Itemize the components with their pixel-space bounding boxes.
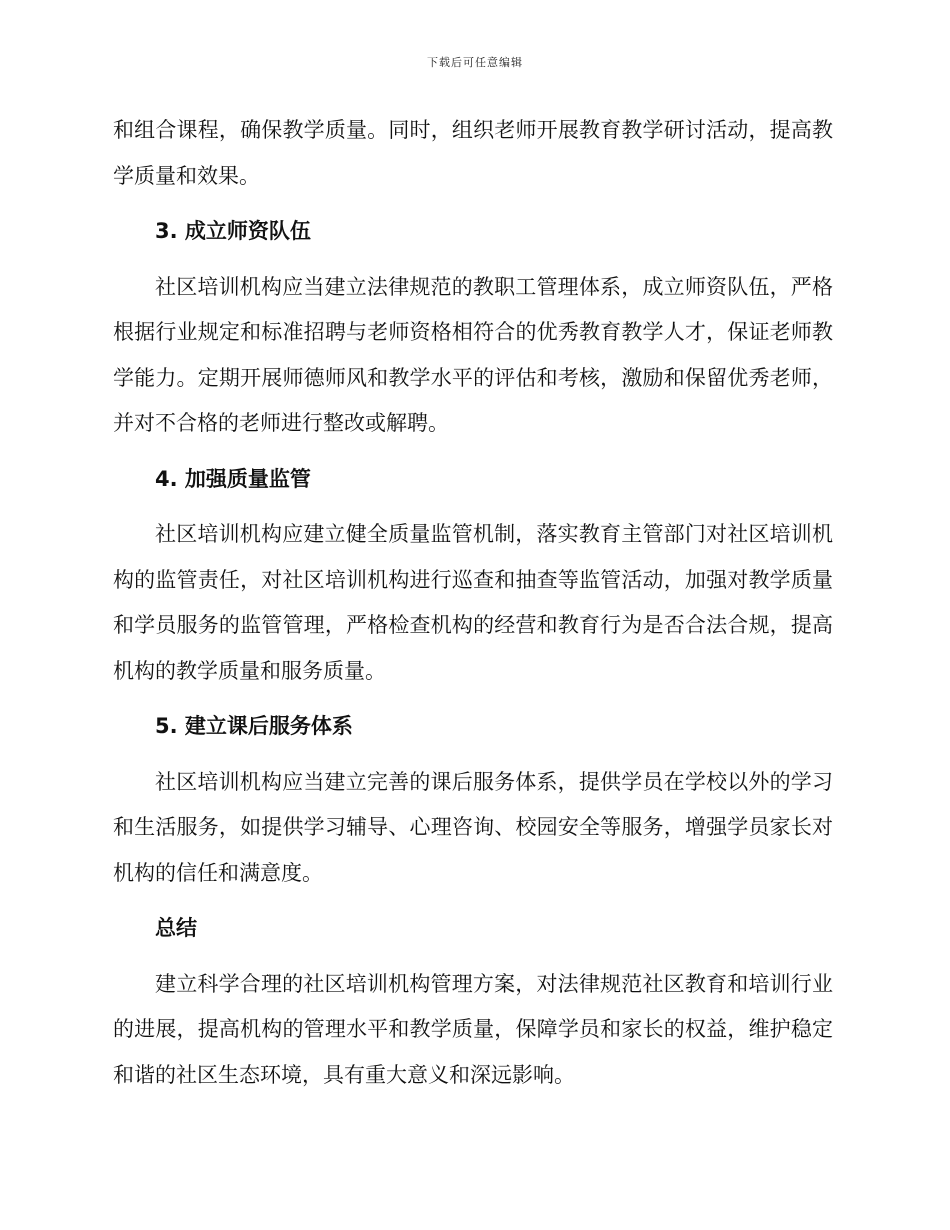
section-paragraph-quality-supervision: 社区培训机构应建立健全质量监管机制，落实教育主管部门对社区培训机构的监管责任，对社区培训机构进行巡查和抽查等监管活动，加强对教学质量和学员服务的监管管理，严格检查机构的经营和教育行为是否合法合规，提高机构的教学质量和服务质量。	[113, 522, 833, 683]
section-heading-quality-supervision: 4. 加强质量监管	[155, 466, 311, 491]
page-header-note: 下载后可任意编辑	[427, 56, 523, 69]
section-paragraph-teacher-team: 社区培训机构应当建立法律规范的教职工管理体系，成立师资队伍，严格根据行业规定和标准招聘与老师资格相符合的优秀教育教学人才，保证老师教学能力。定期开展师德师风和教学水平的评估和考核，激励和保留优秀老师，并对不合格的老师进行整改或解聘。	[113, 274, 833, 435]
section-heading-summary: 总结	[155, 916, 197, 940]
section-paragraph-summary: 建立科学合理的社区培训机构管理方案，对法律规范社区教育和培训行业的进展，提高机构的管理水平和教学质量，保障学员和家长的权益，维护稳定和谐的社区生态环境，具有重大意义和深远影响。	[113, 971, 833, 1087]
section-paragraph-after-school-service: 社区培训机构应当建立完善的课后服务体系，提供学员在学校以外的学习和生活服务，如提供学习辅导、心理咨询、校园安全等服务，增强学员家长对机构的信任和满意度。	[113, 769, 833, 885]
section-heading-after-school-service: 5. 建立课后服务体系	[155, 714, 353, 738]
intro-paragraph: 和组合课程，确保教学质量。同时，组织老师开展教育教学研讨活动，提高教学质量和效果。	[113, 118, 833, 188]
section-heading-teacher-team: 3. 成立师资队伍	[155, 219, 311, 243]
document-body	[113, 108, 833, 1098]
